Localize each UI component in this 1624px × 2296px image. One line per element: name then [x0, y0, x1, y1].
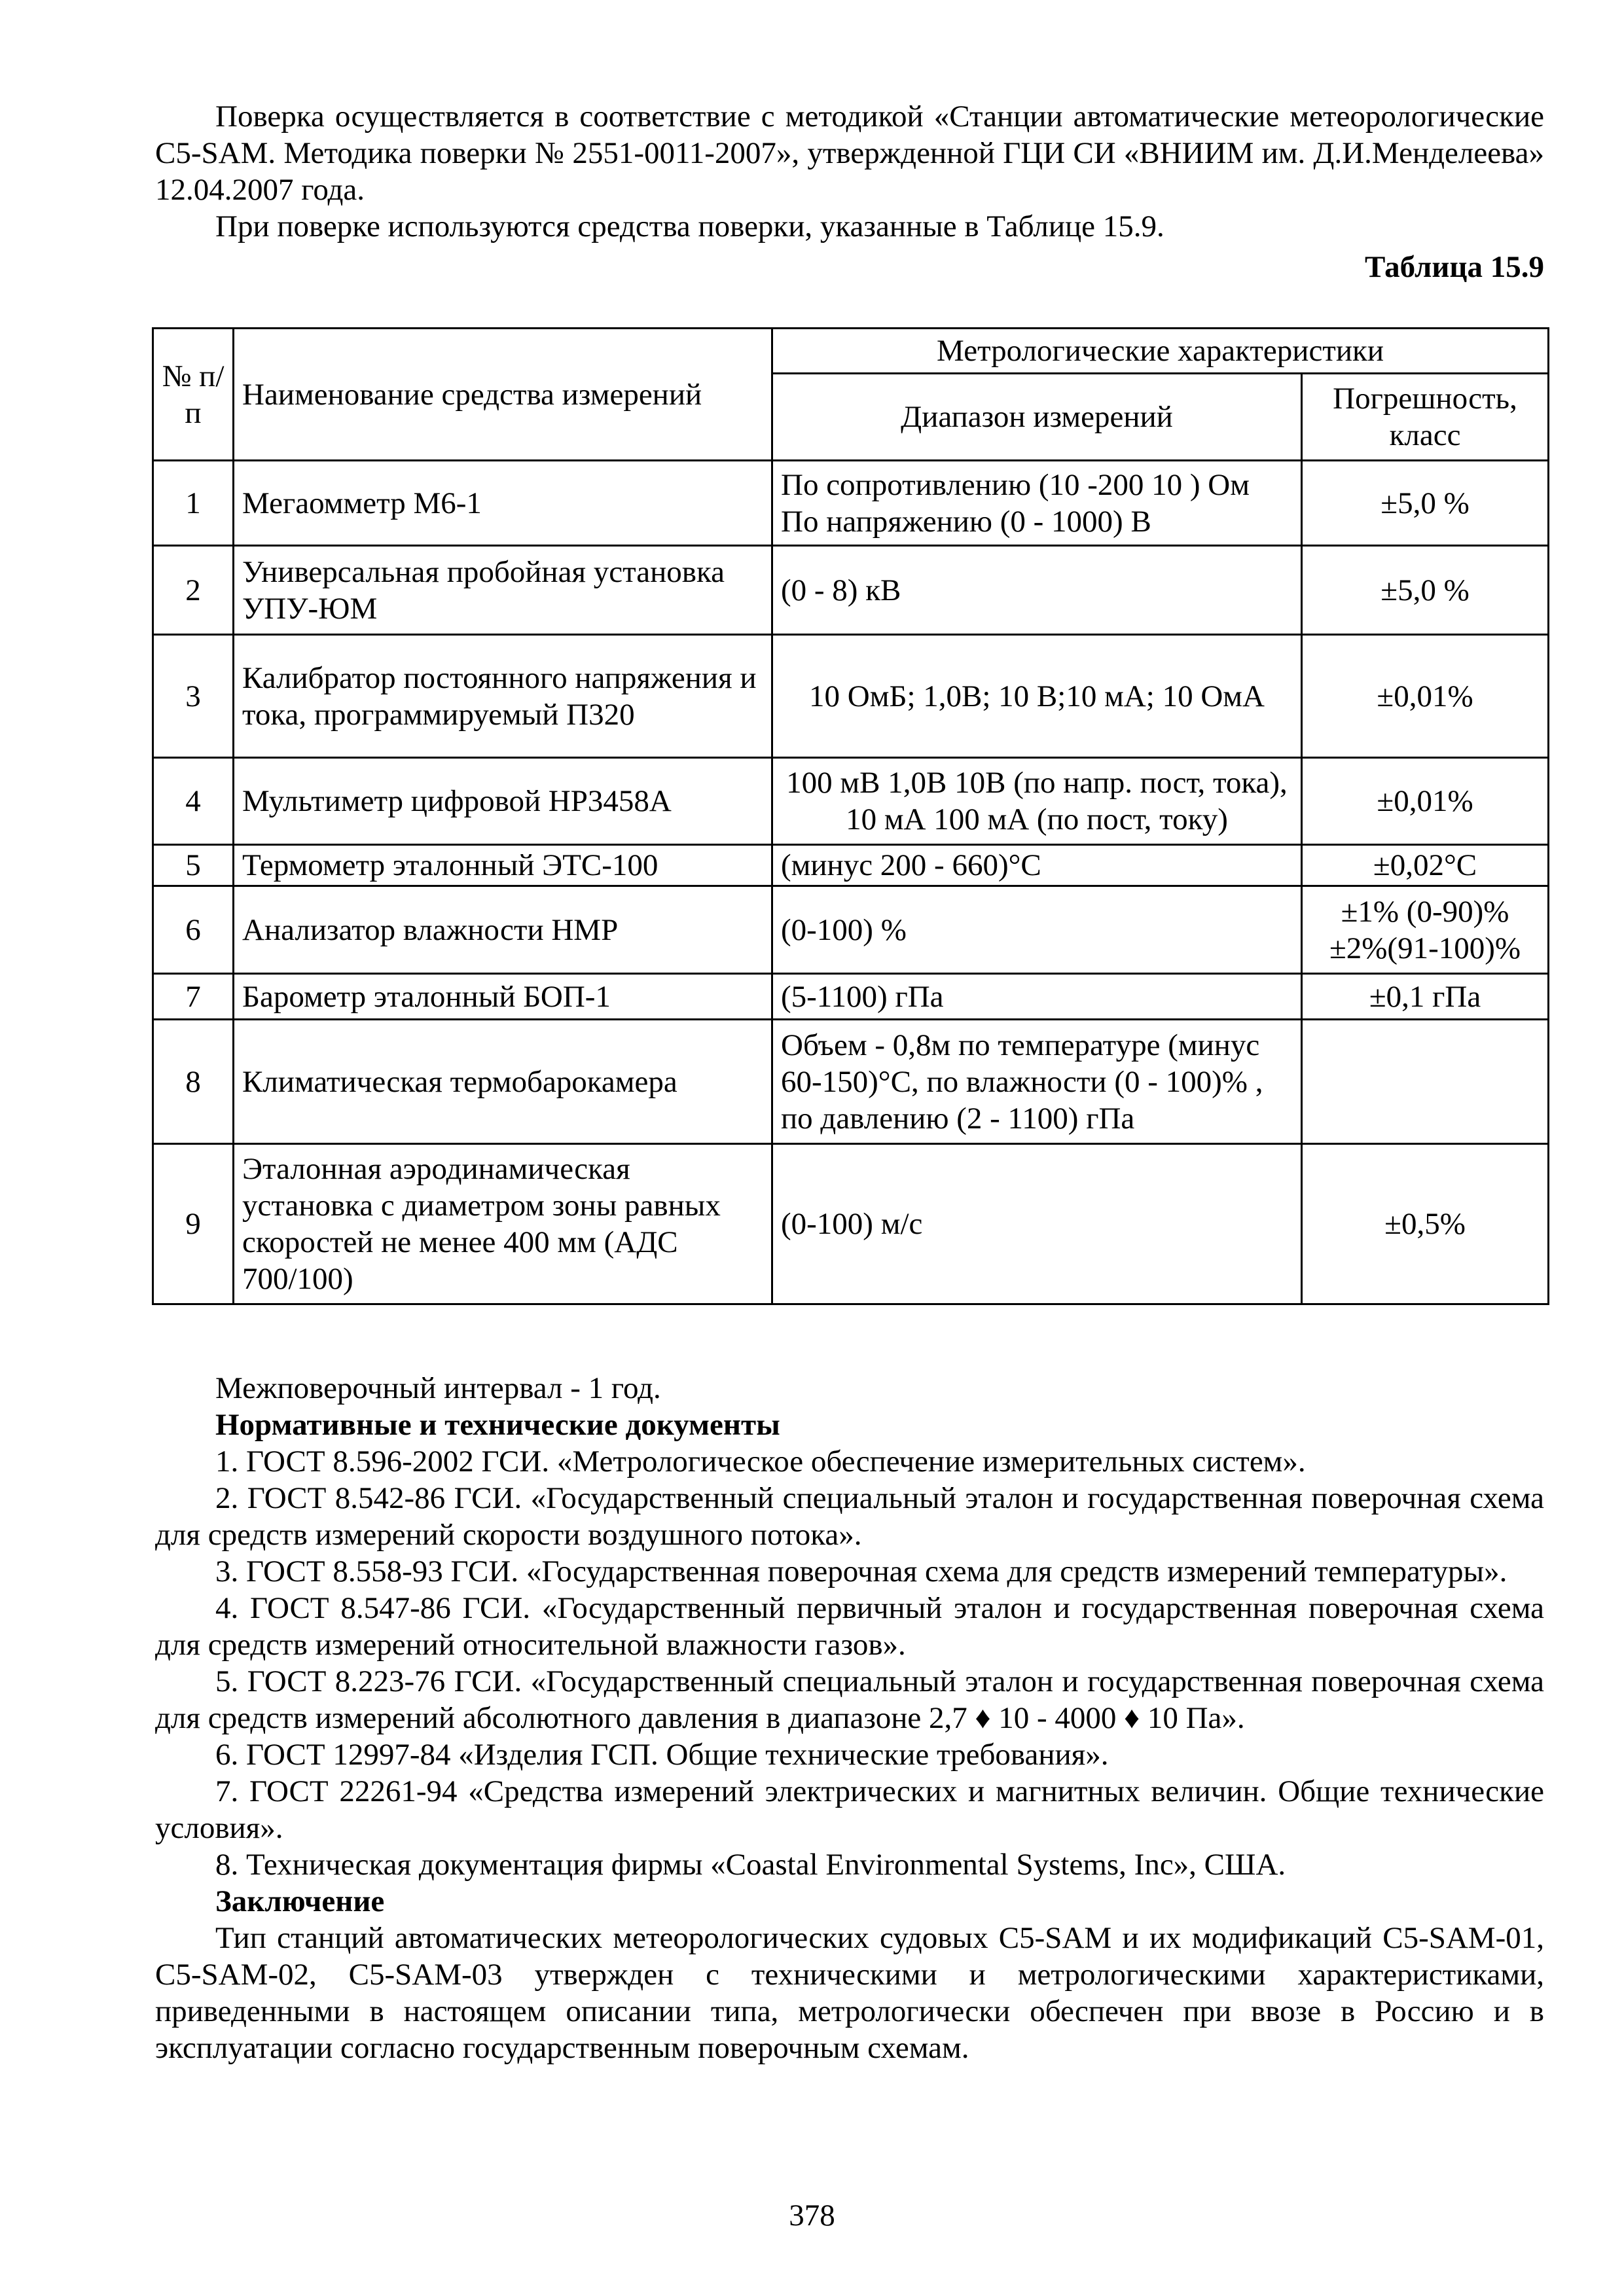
table-row — [153, 758, 1549, 845]
doc-item: 8. Техническая документация фирмы «Coastal Environmental Systems, Inc», США. — [215, 1848, 1286, 1882]
row-instrument: Термометр эталонный ЭТС-100 — [234, 845, 772, 886]
row-number: 3 — [153, 635, 234, 758]
row-accuracy: ±0,02°С — [1302, 845, 1549, 886]
verification-tools-table — [152, 327, 1549, 1305]
table-row — [153, 461, 1549, 546]
row-number: 2 — [153, 546, 234, 635]
row-instrument: Барометр эталонный БОП-1 — [234, 974, 772, 1020]
row-number: 7 — [153, 974, 234, 1020]
header-range: Диапазон измерений — [772, 374, 1302, 461]
doc-item: 1. ГОСТ 8.596-2002 ГСИ. «Метрологическое обеспечение измерительных систем». — [215, 1444, 1306, 1479]
conclusion-heading: Заключение — [215, 1884, 385, 1918]
row-accuracy: ±0,5% — [1302, 1144, 1549, 1304]
intro-section — [155, 98, 1544, 245]
interval-text: Межповерочный интервал - 1 год. — [215, 1371, 661, 1405]
docs-heading: Нормативные и технические документы — [215, 1408, 780, 1442]
table-row — [153, 1144, 1549, 1304]
header-number: № п/ п — [153, 329, 234, 461]
table-row — [153, 845, 1549, 886]
row-range: (0-100) % — [772, 886, 1302, 974]
row-instrument: Калибратор постоянного напряжения и тока, программируемый П320 — [234, 635, 772, 758]
page-number: 378 — [789, 2198, 835, 2233]
row-number: 4 — [153, 758, 234, 845]
row-instrument: Анализатор влажности НМР — [234, 886, 772, 974]
row-accuracy: ±5,0 % — [1302, 546, 1549, 635]
row-range: 100 мВ 1,0В 10В (по напр. пост, тока), 10 мА 100 мА (по пост, току) — [772, 758, 1302, 845]
conclusion-text: Тип станций автоматических метеорологических судовых С5-SAM и их модификаций С5-SAM-01, С5-SAM-02, С5-SAM-03 утвержден с техническими и метрологическими характеристиками, приведенными в настоящем описании типа, метрологически обеспечен при ввозе в Россию и в эксплуатации согласно государственным поверочным схемам. — [155, 1921, 1544, 2065]
row-range: По сопротивлению (10 -200 10 ) Ом По напряжению (0 - 1000) В — [772, 461, 1302, 546]
row-accuracy: ±0,1 гПа — [1302, 974, 1549, 1020]
row-accuracy: ±0,01% — [1302, 758, 1549, 845]
row-instrument: Эталонная аэродинамическая установка с диаметром зоны равных скоростей не менее 400 мм (АДС 700/100) — [234, 1144, 772, 1304]
header-metrology: Метрологические характеристики — [772, 329, 1549, 374]
row-accuracy: ±0,01% — [1302, 635, 1549, 758]
row-instrument: Универсальная пробойная установка УПУ-ЮМ — [234, 546, 772, 635]
row-instrument: Мегаомметр М6-1 — [234, 461, 772, 546]
intro-paragraph-2: При поверке используются средства поверки, указанные в Таблице 15.9. — [215, 209, 1164, 243]
row-range: (минус 200 - 660)°С — [772, 845, 1302, 886]
row-instrument: Климатическая термобарокамера — [234, 1020, 772, 1144]
header-name: Наименование средства измерений — [234, 329, 772, 461]
table-row — [153, 886, 1549, 974]
table-caption: Таблица 15.9 — [1364, 250, 1544, 284]
doc-item: 5. ГОСТ 8.223-76 ГСИ. «Государственный специальный эталон и государственная поверочная схема для средств измерений абсолютного давления в диапазоне 2,7 ♦ 10 - 4000 ♦ 10 Па». — [155, 1664, 1544, 1735]
row-accuracy: ±1% (0-90)% ±2%(91-100)% — [1302, 886, 1549, 974]
table-header-row — [153, 329, 1549, 374]
row-number: 9 — [153, 1144, 234, 1304]
row-number: 5 — [153, 845, 234, 886]
doc-item: 3. ГОСТ 8.558-93 ГСИ. «Государственная поверочная схема для средств измерений температуры». — [215, 1554, 1507, 1588]
table-row — [153, 974, 1549, 1020]
row-instrument: Мультиметр цифровой HP3458A — [234, 758, 772, 845]
table-row — [153, 546, 1549, 635]
table-row — [153, 635, 1549, 758]
row-accuracy: ±5,0 % — [1302, 461, 1549, 546]
doc-item: 7. ГОСТ 22261-94 «Средства измерений электрических и магнитных величин. Общие технические условия». — [155, 1774, 1544, 1845]
row-number: 1 — [153, 461, 234, 546]
row-range: Объем - 0,8м по температуре (минус 60-150)°С, по влажности (0 - 100)% , по давлению (2 - 1100) гПа — [772, 1020, 1302, 1144]
documents-section — [155, 1370, 1544, 2066]
row-accuracy — [1302, 1020, 1549, 1144]
doc-item: 4. ГОСТ 8.547-86 ГСИ. «Государственный первичный эталон и государственная поверочная схема для средств измерений относительной влажности газов». — [155, 1591, 1544, 1662]
row-range: (0-100) м/с — [772, 1144, 1302, 1304]
row-number: 8 — [153, 1020, 234, 1144]
intro-paragraph: Поверка осуществляется в соответствие с методикой «Станции автоматические метеорологические С5-SAM. Методика поверки № 2551-0011-2007», утвержденной ГЦИ СИ «ВНИИМ им. Д.И.Менделеева» 12.04.2007 года. — [155, 99, 1544, 207]
row-range: 10 ОмБ; 1,0В; 10 В;10 мА; 10 ОмА — [772, 635, 1302, 758]
table-row — [153, 1020, 1549, 1144]
row-number: 6 — [153, 886, 234, 974]
row-range: (5-1100) гПа — [772, 974, 1302, 1020]
row-range: (0 - 8) кВ — [772, 546, 1302, 635]
doc-item: 2. ГОСТ 8.542-86 ГСИ. «Государственный специальный эталон и государственная поверочная схема для средств измерений скорости воздушного потока». — [155, 1481, 1544, 1552]
header-accuracy: Погрешность, класс — [1302, 374, 1549, 461]
doc-item: 6. ГОСТ 12997-84 «Изделия ГСП. Общие технические требования». — [215, 1738, 1109, 1772]
